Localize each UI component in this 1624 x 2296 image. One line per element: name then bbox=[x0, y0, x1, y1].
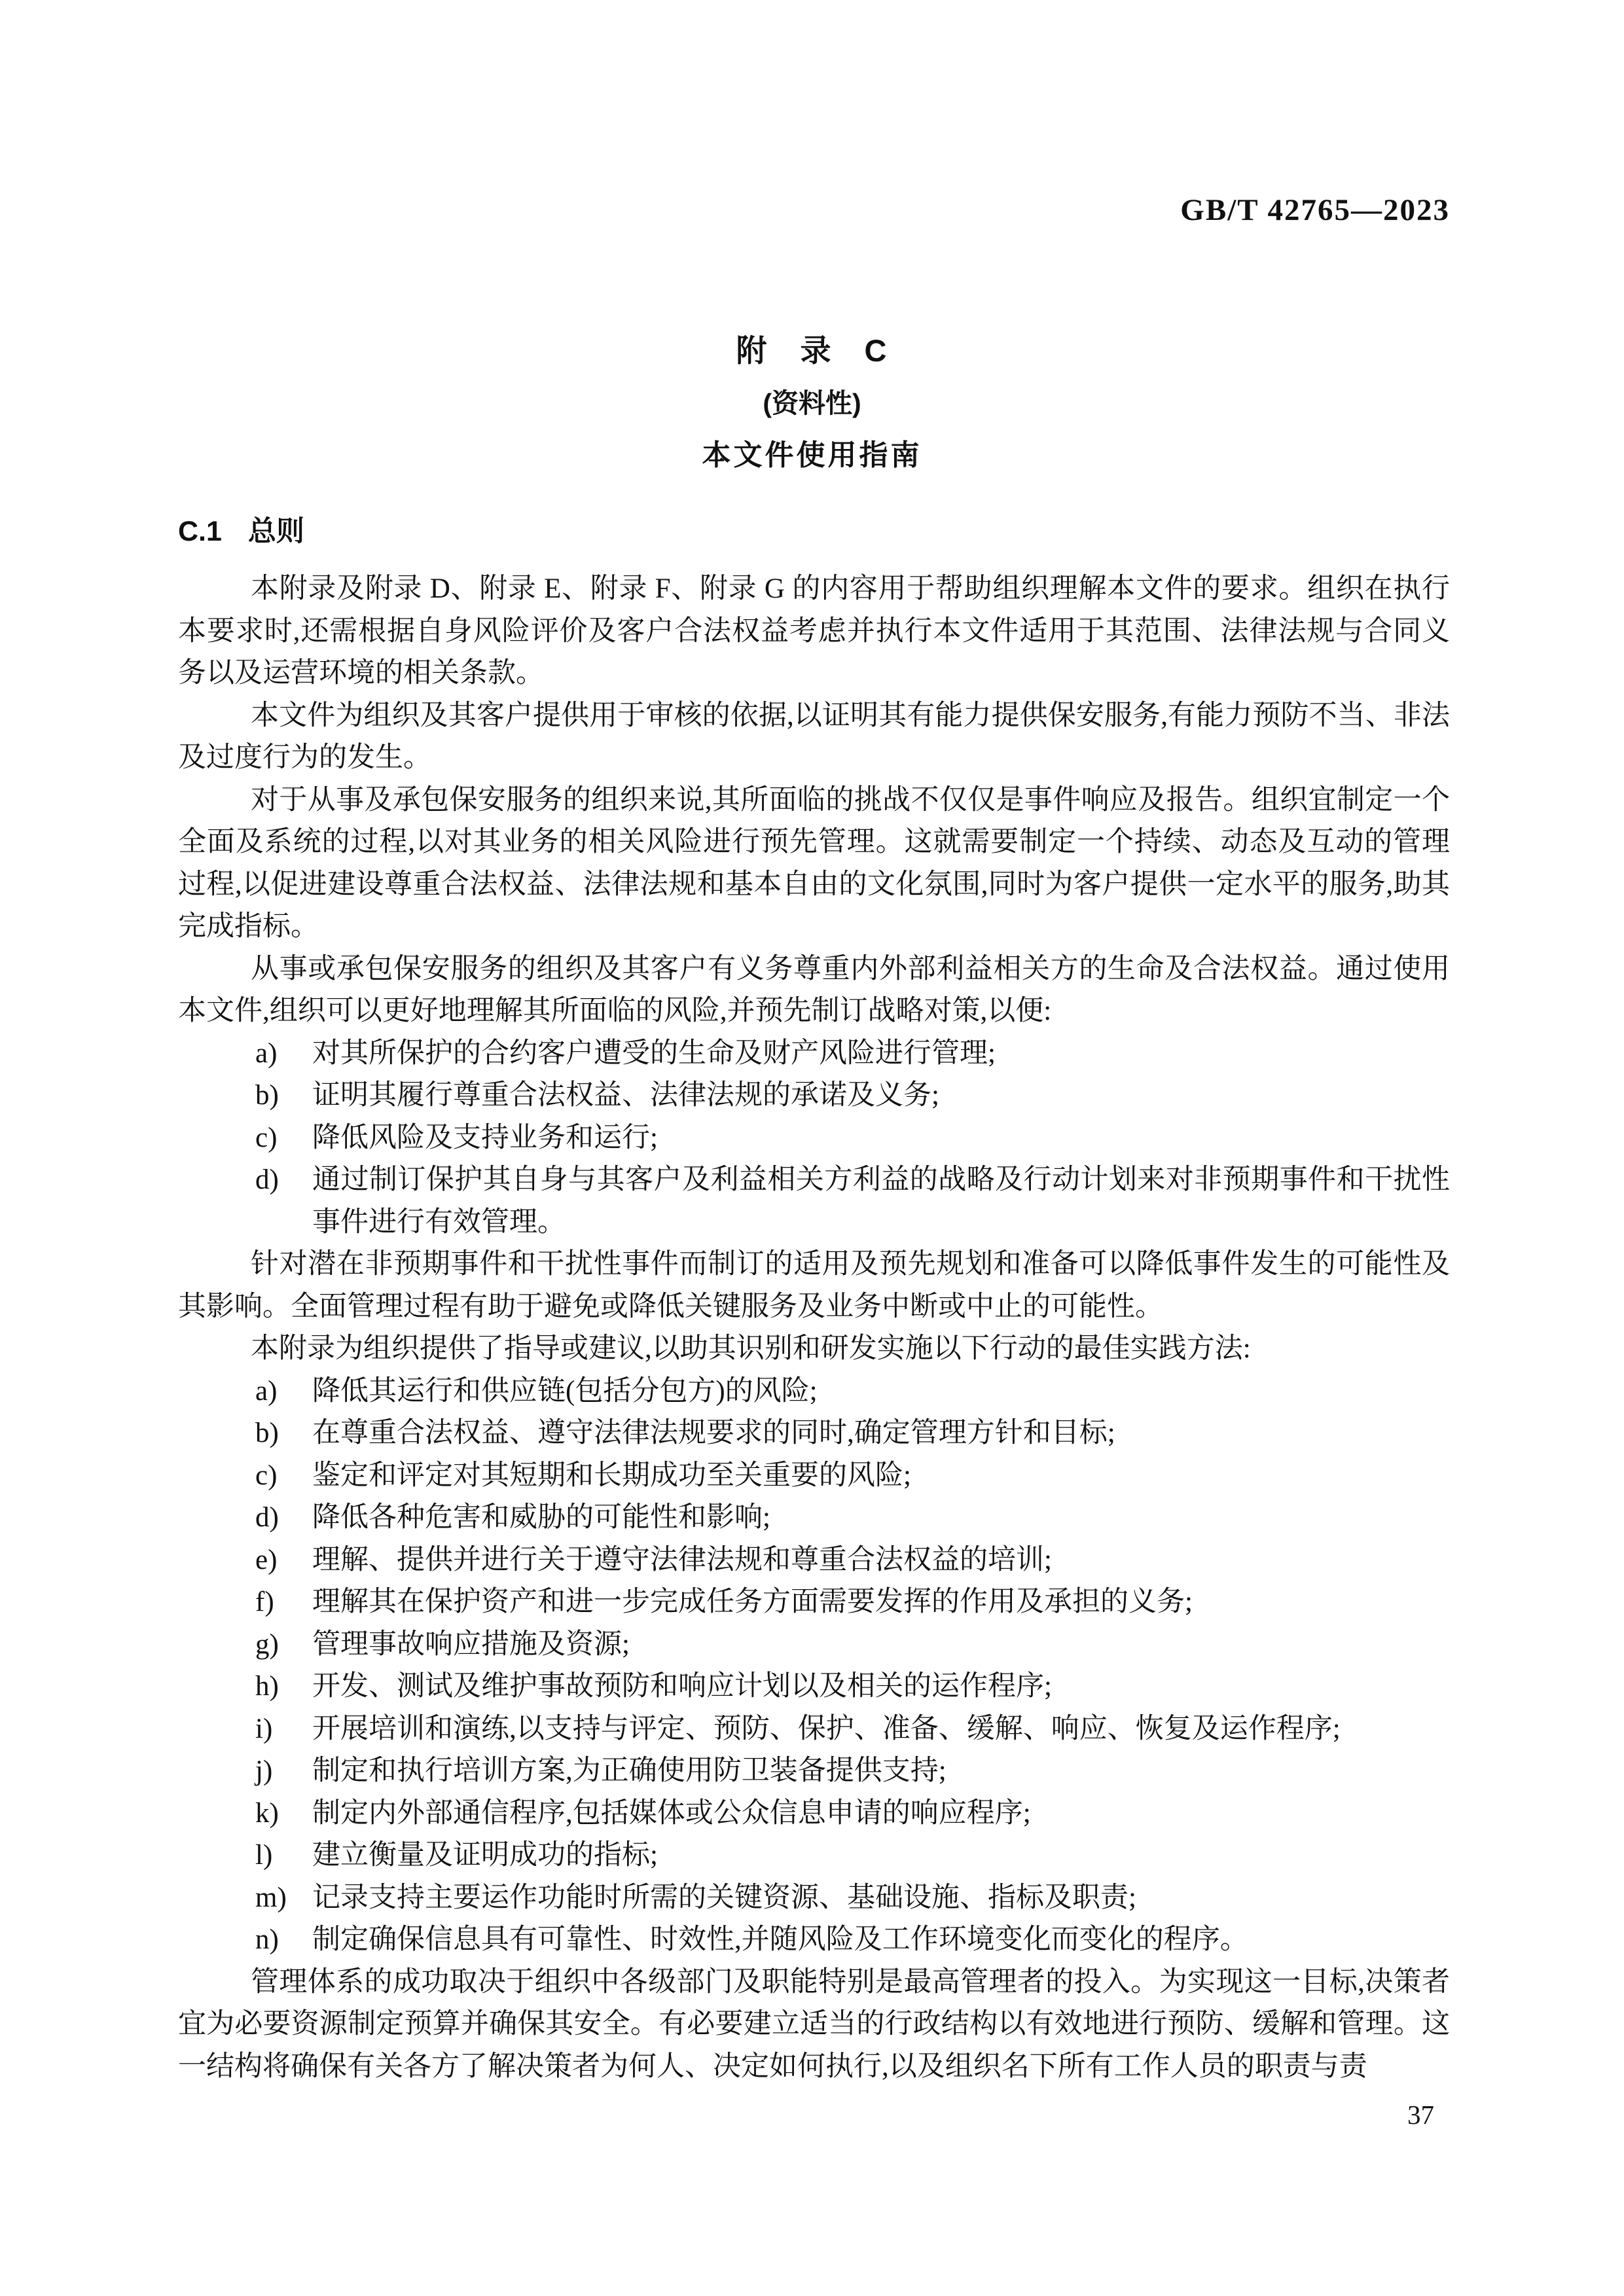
section-heading bbox=[178, 514, 304, 548]
list-item bbox=[255, 1835, 1450, 1877]
list-item bbox=[255, 1793, 1450, 1835]
paragraph-4: 从事或承包保安服务的组织及其客户有义务尊重内外部利益相关方的生命及合法权益。通过使用本文件,组织可以更好地理解其所面临的风险,并预先制订战略对策,以便: bbox=[178, 953, 1450, 1026]
page-body bbox=[178, 568, 1450, 2088]
list-item-label: m) bbox=[255, 1882, 287, 1913]
list-item bbox=[255, 1117, 1450, 1160]
list-item-label: c) bbox=[255, 1122, 278, 1153]
list-item bbox=[255, 1497, 1450, 1539]
list-item-label: a) bbox=[255, 1037, 278, 1069]
appendix-normative-type: (资料性) bbox=[763, 388, 861, 418]
paragraph-7: 管理体系的成功取决于组织中各级部门及职能特别是最高管理者的投入。为实现这一目标,决策者宜为必要资源制定预算并确保其安全。有必要建立适当的行政结构以有效地进行预防、缓解和管理。这一结构将确保有关各方了解决策者为何人、决定如何执行,以及组织名下所有工作人员的职责与责 bbox=[178, 1966, 1450, 2082]
paragraph-2: 本文件为组织及其客户提供用于审核的依据,以证明其有能力提供保安服务,有能力预防不当、非法及过度行为的发生。 bbox=[178, 700, 1450, 773]
list-item-label: b) bbox=[255, 1418, 279, 1448]
list-item-text: 降低其运行和供应链(包括分包方)的风险; bbox=[312, 1375, 818, 1407]
list-item-text: 管理事故响应措施及资源; bbox=[312, 1628, 630, 1660]
list-item bbox=[255, 1877, 1450, 1920]
list-item-text: 理解其在保护资产和进一步完成任务方面需要发挥的作用及承担的义务; bbox=[312, 1587, 1193, 1617]
list-item bbox=[255, 1919, 1450, 1962]
list-item bbox=[255, 1581, 1450, 1624]
paragraph-6: 本附录为组织提供了指导或建议,以助其识别和研发实施以下行动的最佳实践方法: bbox=[251, 1333, 1251, 1364]
list-item bbox=[255, 1624, 1450, 1666]
list-item bbox=[255, 1708, 1450, 1751]
list-item-label: k) bbox=[255, 1797, 279, 1829]
list-item bbox=[255, 1075, 1450, 1117]
list-item-text: 记录支持主要运作功能时所需的关键资源、基础设施、指标及职责; bbox=[312, 1882, 1136, 1913]
list-item-text: 制定和执行培训方案,为正确使用防卫装备提供支持; bbox=[312, 1755, 947, 1786]
objectives-list bbox=[178, 1033, 1450, 1244]
list-item-text: 理解、提供并进行关于遵守法律法规和尊重合法权益的培训; bbox=[312, 1544, 1052, 1575]
list-item-text: 在尊重合法权益、遵守法律法规要求的同时,确定管理方针和目标; bbox=[312, 1418, 1115, 1448]
list-item bbox=[255, 1539, 1450, 1582]
list-item-text: 通过制订保护其自身与其客户及利益相关方利益的战略及行动计划来对非预期事件和干扰性事件进行有效管理。 bbox=[312, 1164, 1450, 1238]
list-item bbox=[255, 1033, 1450, 1075]
list-item-label: n) bbox=[255, 1924, 279, 1955]
list-item-label: c) bbox=[255, 1460, 278, 1491]
list-item-text: 证明其履行尊重合法权益、法律法规的承诺及义务; bbox=[312, 1080, 939, 1111]
list-item-label: e) bbox=[255, 1544, 278, 1575]
list-item bbox=[255, 1666, 1450, 1708]
appendix-subtitle: 本文件使用指南 bbox=[702, 439, 922, 471]
list-item-text: 开展培训和演练,以支持与评定、预防、保护、准备、缓解、响应、恢复及运作程序; bbox=[312, 1713, 1341, 1744]
appendix-title: 附 录 C bbox=[736, 333, 888, 368]
paragraph-1: 本附录及附录 D、附录 E、附录 F、附录 G 的内容用于帮助组织理解本文件的要求。组织在执行本要求时,还需根据自身风险评价及客户合法权益考虑并执行本文件适用于其范围、法律法规与合同义务以及运营环境的相关条款。 bbox=[178, 573, 1450, 689]
list-item-text: 制定内外部通信程序,包括媒体或公众信息申请的响应程序; bbox=[312, 1797, 1031, 1829]
list-item-label: d) bbox=[255, 1502, 279, 1533]
list-item-label: i) bbox=[255, 1713, 273, 1744]
list-item-label: f) bbox=[255, 1587, 274, 1617]
page-number: 37 bbox=[1407, 2100, 1434, 2130]
list-item-text: 制定确保信息具有可靠性、时效性,并随风险及工作环境变化而变化的程序。 bbox=[312, 1924, 1248, 1955]
list-item bbox=[255, 1455, 1450, 1498]
list-item-text: 降低各种危害和威胁的可能性和影响; bbox=[312, 1502, 770, 1533]
list-item-text: 开发、测试及维护事故预防和响应计划以及相关的运作程序; bbox=[312, 1671, 1052, 1702]
list-item-label: d) bbox=[255, 1164, 279, 1195]
list-item bbox=[255, 1159, 1450, 1244]
standard-code-header: GB/T 42765—2023 bbox=[1180, 193, 1450, 227]
paragraph-3: 对于从事及承包保安服务的组织来说,其所面临的挑战不仅仅是事件响应及报告。组织宜制定一个全面及系统的过程,以对其业务的相关风险进行预先管理。这就需要制定一个持续、动态及互动的管理过程,以促进建设尊重合法权益、法律法规和基本自由的文化氛围,同时为客户提供一定水平的服务,助其完成指标。 bbox=[178, 784, 1450, 942]
list-item-label: b) bbox=[255, 1080, 279, 1111]
list-item-text: 鉴定和评定对其短期和长期成功至关重要的风险; bbox=[312, 1460, 911, 1491]
appendix-title-block bbox=[0, 325, 1624, 482]
list-item-text: 建立衡量及证明成功的指标; bbox=[312, 1840, 658, 1871]
list-item-label: l) bbox=[255, 1840, 273, 1871]
list-item-label: h) bbox=[255, 1671, 279, 1702]
list-item-text: 对其所保护的合约客户遭受的生命及财产风险进行管理; bbox=[312, 1037, 996, 1069]
list-item bbox=[255, 1412, 1450, 1455]
paragraph-5: 针对潜在非预期事件和干扰性事件而制订的适用及预先规划和准备可以降低事件发生的可能性及其影响。全面管理过程有助于避免或降低关键服务及业务中断或中止的可能性。 bbox=[178, 1249, 1450, 1322]
section-number: C.1 bbox=[178, 516, 222, 547]
list-item bbox=[255, 1750, 1450, 1793]
list-item bbox=[255, 1371, 1450, 1413]
list-item-label: j) bbox=[255, 1755, 273, 1786]
list-item-label: g) bbox=[255, 1628, 279, 1660]
best-practice-list bbox=[178, 1371, 1450, 1962]
list-item-label: a) bbox=[255, 1375, 278, 1407]
section-title: 总则 bbox=[247, 516, 304, 547]
list-item-text: 降低风险及支持业务和运行; bbox=[312, 1122, 658, 1153]
